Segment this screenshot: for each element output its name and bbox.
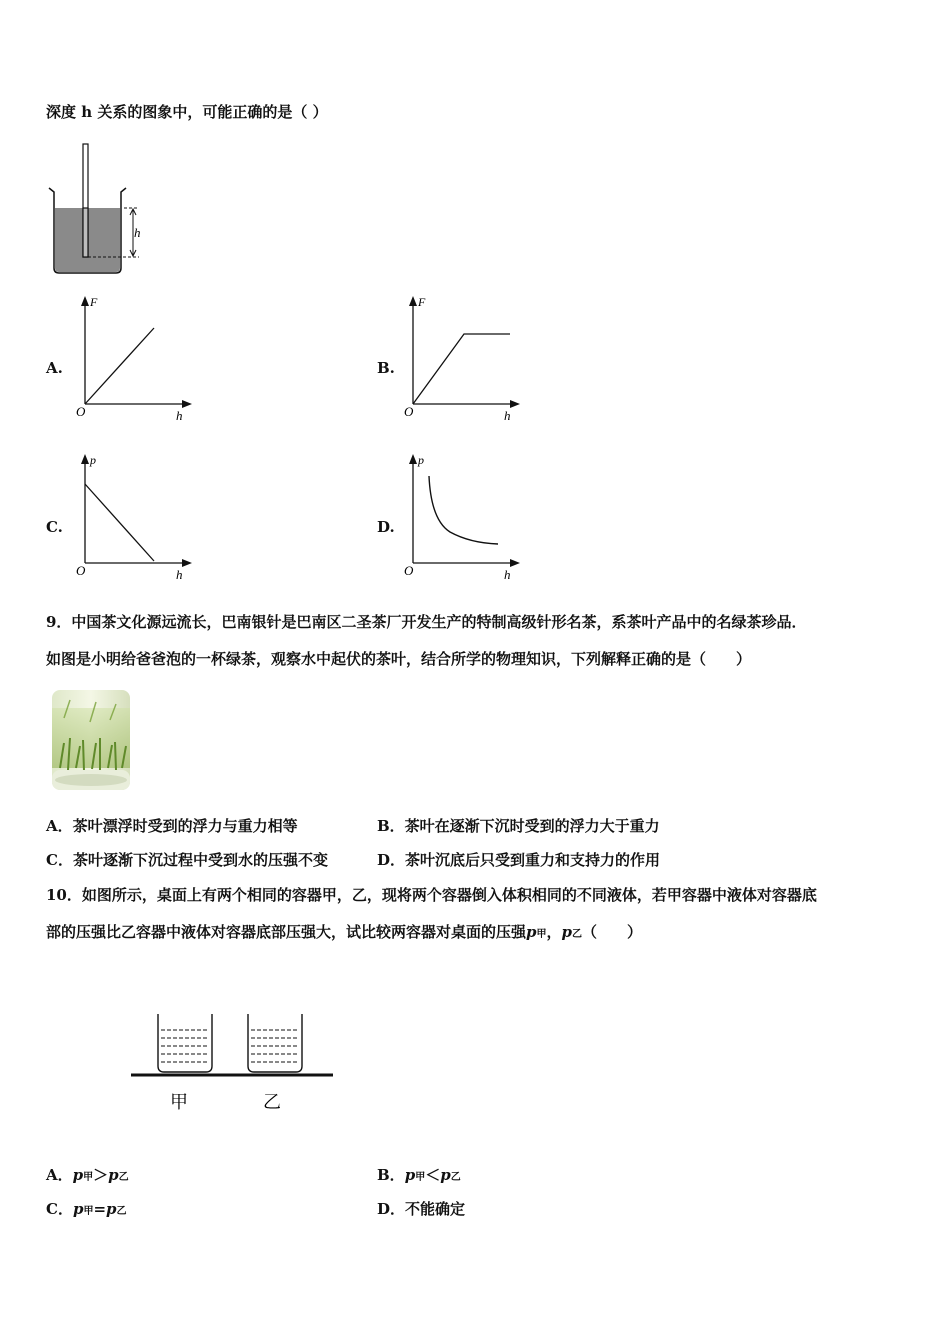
q10-sub-jia: 甲	[536, 929, 547, 940]
option-b-label: B.	[377, 359, 395, 377]
q10-stem-line2	[46, 922, 642, 945]
graph-d-y-label: p	[418, 453, 424, 467]
q10-sub-yi: 乙	[118, 1172, 129, 1183]
graph-b-origin: O	[404, 404, 414, 419]
q10-sub-jia: 甲	[83, 1172, 94, 1183]
q10-stem-text: 部的压强比乙容器中液体对容器底部压强大，试比较两容器对桌面的压强	[46, 923, 527, 941]
q10-option-b[interactable]	[377, 1165, 461, 1188]
graph-a	[70, 292, 200, 427]
q10-option-b-label: B．	[377, 1166, 405, 1184]
q10-p-symbol: p	[72, 1200, 84, 1218]
q10-option-a[interactable]	[46, 1165, 129, 1188]
q10-option-c-label: C．	[46, 1200, 73, 1218]
option-d-label: D.	[377, 518, 395, 536]
q10-stem-line1: 10．如图所示，桌面上有两个相同的容器甲，乙，现将两个容器倒入体积相同的不同液体，若甲容器中液体对容器底	[46, 886, 817, 904]
q10-sub-jia: 甲	[83, 1206, 94, 1217]
q9-option-b[interactable]: B．茶叶在逐渐下沉时受到的浮力大于重力	[377, 817, 660, 835]
q10-sub-yi: 乙	[572, 929, 583, 940]
beaker-h-label: h	[134, 225, 141, 240]
graph-c-x-label: h	[176, 567, 183, 582]
q10-p-symbol: p	[526, 923, 537, 941]
q9-stem-line1: 9．中国茶文化源远流长，巴南银针是巴南区二圣茶厂开发生产的特制高级针形名茶，系茶叶产品中的名绿茶珍品．	[46, 613, 807, 631]
q10-option-c-relation: =	[93, 1200, 107, 1218]
q10-p-symbol: p	[561, 923, 573, 941]
graph-b	[398, 292, 528, 427]
q9-option-d[interactable]: D．茶叶沉底后只受到重力和支持力的作用	[377, 851, 661, 869]
container-label-yi: 乙	[263, 1092, 281, 1112]
graph-a-y-label: F	[90, 295, 98, 309]
containers-figure	[128, 1008, 338, 1116]
q9-option-c[interactable]: C．茶叶逐渐下沉过程中受到水的压强不变	[46, 851, 328, 869]
option-c-label: C.	[46, 518, 63, 536]
q10-p-symbol: p	[404, 1166, 416, 1184]
q10-p-symbol: p	[106, 1200, 117, 1218]
q10-option-d-label: D．	[377, 1200, 406, 1218]
q10-option-b-relation: ＜	[425, 1166, 441, 1184]
q10-option-c[interactable]	[46, 1199, 127, 1222]
q9-stem-line2: 如图是小明给爸爸泡的一杯绿茶，观察水中起伏的茶叶，结合所学的物理知识，下列解释正确的是（ ）	[46, 650, 752, 668]
graph-b-x-label: h	[504, 408, 511, 423]
tea-cup-image	[50, 688, 132, 794]
q10-p-symbol: p	[72, 1166, 84, 1184]
graph-c	[70, 450, 200, 585]
q10-option-d-text: 不能确定	[405, 1200, 466, 1218]
q10-option-a-relation: ＞	[93, 1166, 109, 1184]
q10-option-a-label: A．	[46, 1166, 73, 1184]
q10-sub-yi: 乙	[116, 1206, 127, 1217]
graph-a-origin: O	[76, 404, 86, 419]
q10-sub-jia: 甲	[415, 1172, 426, 1183]
option-a-label: A.	[46, 359, 63, 377]
graph-d-x-label: h	[504, 567, 511, 582]
container-label-jia: 甲	[170, 1092, 188, 1112]
q10-paren: （ ）	[582, 923, 643, 941]
q9-option-a[interactable]: A．茶叶漂浮时受到的浮力与重力相等	[46, 817, 298, 835]
q10-p-symbol: p	[440, 1166, 451, 1184]
q8-stem: 深度 h 关系的图象中，可能正确的是（ ）	[46, 103, 328, 121]
q10-separator: ，	[546, 923, 562, 941]
graph-d-origin: O	[404, 563, 414, 578]
q10-sub-yi: 乙	[450, 1172, 461, 1183]
graph-d	[398, 450, 528, 585]
graph-c-origin: O	[76, 563, 86, 578]
graph-b-y-label: F	[418, 295, 426, 309]
q10-p-symbol: p	[108, 1166, 119, 1184]
beaker-figure	[44, 140, 154, 280]
graph-a-x-label: h	[176, 408, 183, 423]
q10-option-d[interactable]	[377, 1199, 465, 1219]
graph-c-y-label: p	[90, 453, 96, 467]
